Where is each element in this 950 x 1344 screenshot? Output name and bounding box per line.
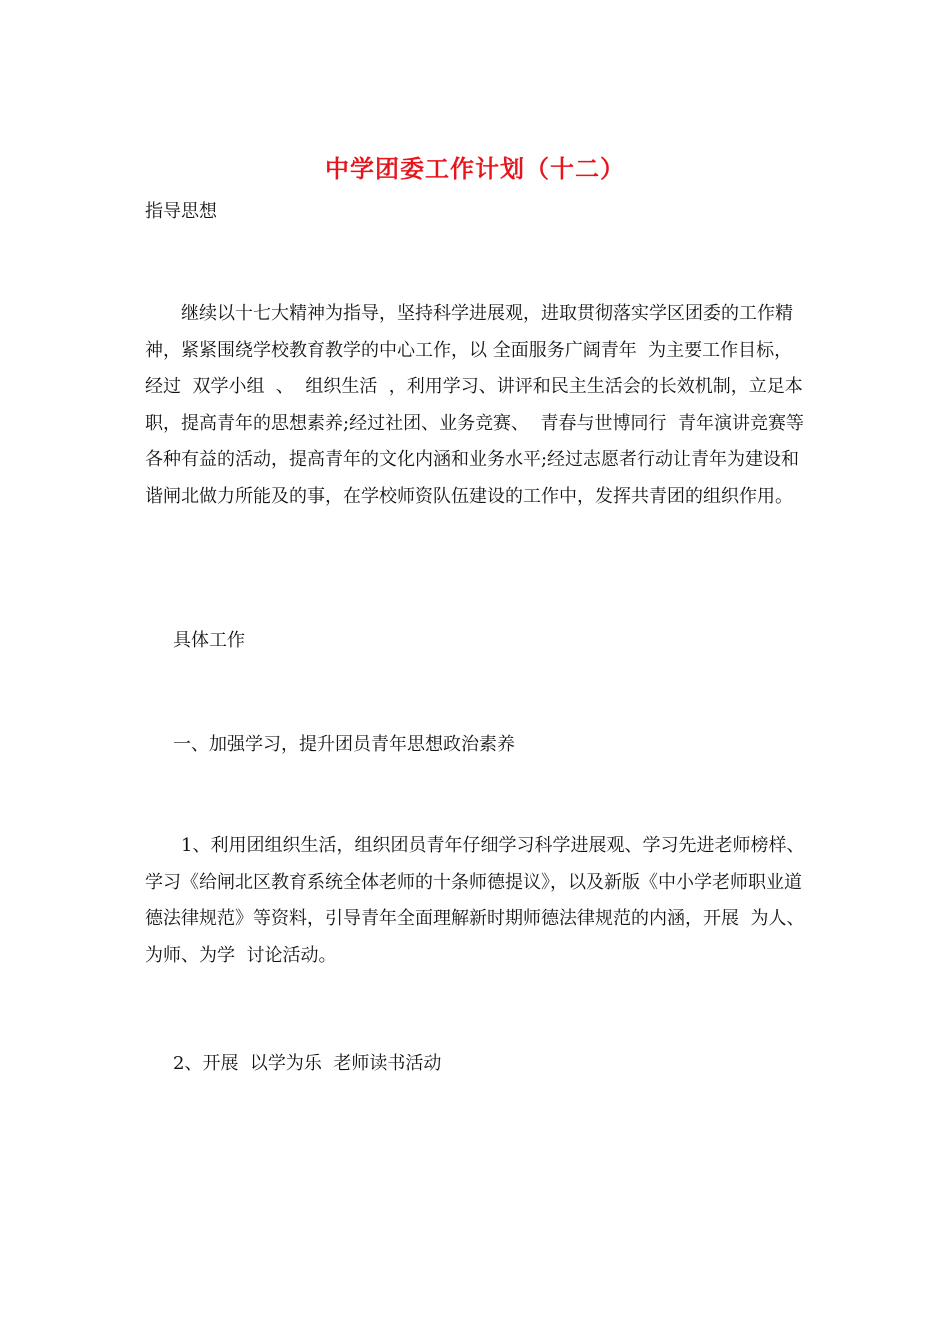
heading-guiding-ideology: 指导思想 [145, 201, 217, 222]
list-item-1: 1、利用团组织生活，组织团员青年仔细学习科学进展观、学习先进老师榜样、学习《给闸北区教育系统全体老师的十条师德提议》，以及新版《中小学老师职业道德法律规范》等资料，引导青年全面理解新时期师德法律规范的内涵，开展 为人、为师、为学 讨论活动。 [145, 835, 805, 966]
heading-specific-work: 具体工作 [173, 630, 245, 651]
section-heading-1: 一、加强学习，提升团员青年思想政治素养 [173, 734, 515, 755]
paragraph-guiding-ideology: 继续以十七大精神为指导，坚持科学进展观，进取贯彻落实学区团委的工作精神，紧紧围绕学校教育教学的中心工作，以 全面服务广阔青年 为主要工作目标，经过 双学小组 、 组织生活 ，利用学习、讲评和民主生活会的长效机制，立足本职，提高青年的思想素养;经过社团、业务竞赛、 青春与世博同行 青年演讲竞赛等各种有益的活动，提高青年的文化内涵和业务水平;经过志愿者行动让青年为建设和谐闸北做力所能及的事，在学校师资队伍建设的工作中，发挥共青团的组织作用。 [145, 303, 804, 507]
document-title: 中学团委工作计划（十二） [325, 154, 625, 183]
list-item-2: 2、开展 以学为乐 老师读书活动 [173, 1053, 442, 1074]
